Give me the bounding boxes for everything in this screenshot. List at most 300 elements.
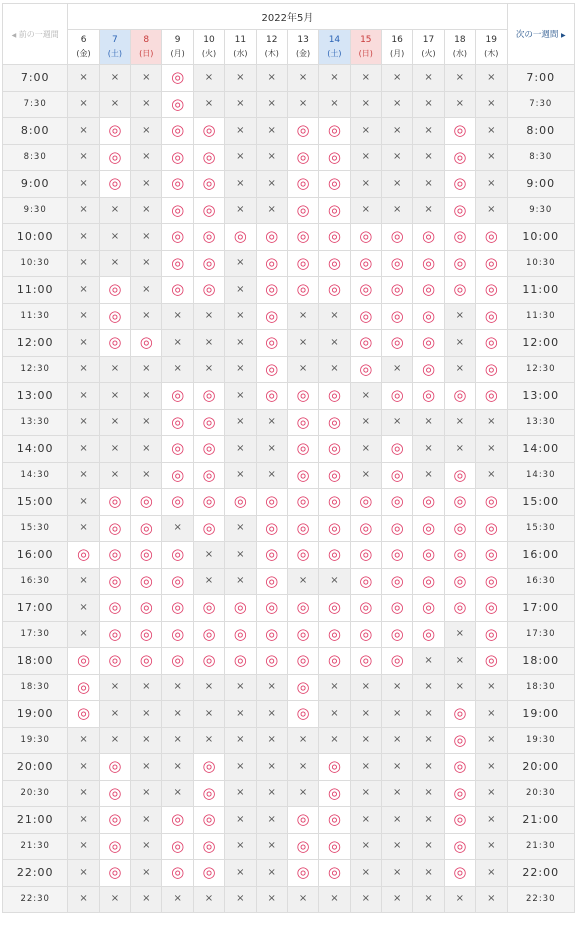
available-slot[interactable]: ◎ xyxy=(381,330,412,357)
available-slot[interactable]: ◎ xyxy=(287,250,318,277)
available-slot[interactable]: ◎ xyxy=(287,595,318,622)
unavailable-slot: × xyxy=(381,356,412,383)
available-slot[interactable]: ◎ xyxy=(287,674,318,701)
available-slot[interactable]: ◎ xyxy=(68,674,99,701)
available-slot[interactable]: ◎ xyxy=(319,833,350,860)
available-slot[interactable]: ◎ xyxy=(350,568,381,595)
available-slot[interactable]: ◎ xyxy=(287,118,318,145)
available-slot[interactable]: ◎ xyxy=(162,409,193,436)
unavailable-slot: × xyxy=(131,674,162,701)
available-slot[interactable]: ◎ xyxy=(350,515,381,542)
available-slot[interactable]: ◎ xyxy=(444,383,475,410)
available-slot[interactable]: ◎ xyxy=(413,515,444,542)
available-slot[interactable]: ◎ xyxy=(68,648,99,675)
available-slot[interactable]: ◎ xyxy=(413,303,444,330)
available-slot[interactable]: ◎ xyxy=(444,754,475,781)
time-label: 14:00 xyxy=(3,436,68,463)
time-label: 21:30 xyxy=(3,833,68,860)
available-slot[interactable]: ◎ xyxy=(319,383,350,410)
available-slot[interactable]: ◎ xyxy=(381,595,412,622)
available-slot[interactable]: ◎ xyxy=(381,277,412,304)
unavailable-slot: × xyxy=(350,754,381,781)
available-slot[interactable]: ◎ xyxy=(193,780,224,807)
available-slot[interactable]: ◎ xyxy=(256,224,287,251)
available-slot[interactable]: ◎ xyxy=(99,780,130,807)
unavailable-slot: × xyxy=(193,356,224,383)
time-label: 20:00 xyxy=(507,754,575,781)
unavailable-slot: × xyxy=(68,886,99,913)
available-slot[interactable]: ◎ xyxy=(68,542,99,569)
unavailable-slot: × xyxy=(413,860,444,887)
available-slot[interactable]: ◎ xyxy=(256,542,287,569)
available-slot[interactable]: ◎ xyxy=(162,144,193,171)
available-slot[interactable]: ◎ xyxy=(162,277,193,304)
available-slot[interactable]: ◎ xyxy=(193,383,224,410)
unavailable-slot: × xyxy=(287,754,318,781)
available-slot[interactable]: ◎ xyxy=(476,303,507,330)
available-slot[interactable]: ◎ xyxy=(444,144,475,171)
unavailable-slot: × xyxy=(68,833,99,860)
available-slot[interactable]: ◎ xyxy=(381,224,412,251)
time-slot-row xyxy=(3,91,575,118)
day-header xyxy=(162,30,193,65)
available-slot[interactable]: ◎ xyxy=(99,171,130,198)
unavailable-slot: × xyxy=(225,754,256,781)
available-slot[interactable]: ◎ xyxy=(99,489,130,516)
available-slot[interactable]: ◎ xyxy=(193,409,224,436)
available-slot[interactable]: ◎ xyxy=(193,224,224,251)
unavailable-slot: × xyxy=(381,860,412,887)
available-slot[interactable]: ◎ xyxy=(162,462,193,489)
available-slot[interactable]: ◎ xyxy=(413,621,444,648)
unavailable-slot: × xyxy=(68,462,99,489)
available-slot[interactable]: ◎ xyxy=(287,144,318,171)
available-slot[interactable]: ◎ xyxy=(413,383,444,410)
time-label: 13:00 xyxy=(507,383,575,410)
time-slot-row xyxy=(3,807,575,834)
available-slot[interactable]: ◎ xyxy=(319,436,350,463)
available-slot[interactable]: ◎ xyxy=(256,330,287,357)
time-label: 12:30 xyxy=(3,356,68,383)
unavailable-slot: × xyxy=(131,807,162,834)
time-label: 19:00 xyxy=(3,701,68,728)
available-slot[interactable]: ◎ xyxy=(413,489,444,516)
available-slot[interactable]: ◎ xyxy=(162,118,193,145)
available-slot[interactable]: ◎ xyxy=(99,754,130,781)
available-slot[interactable]: ◎ xyxy=(444,250,475,277)
available-slot[interactable]: ◎ xyxy=(319,807,350,834)
available-slot[interactable]: ◎ xyxy=(256,277,287,304)
available-slot[interactable]: ◎ xyxy=(444,515,475,542)
available-slot[interactable]: ◎ xyxy=(193,621,224,648)
available-slot[interactable]: ◎ xyxy=(319,224,350,251)
available-slot[interactable]: ◎ xyxy=(319,409,350,436)
available-slot[interactable]: ◎ xyxy=(256,515,287,542)
available-slot[interactable]: ◎ xyxy=(225,621,256,648)
unavailable-slot: × xyxy=(476,807,507,834)
unavailable-slot: × xyxy=(225,144,256,171)
available-slot[interactable]: ◎ xyxy=(350,648,381,675)
available-slot[interactable]: ◎ xyxy=(381,250,412,277)
unavailable-slot: × xyxy=(131,303,162,330)
available-slot[interactable]: ◎ xyxy=(287,648,318,675)
available-slot[interactable]: ◎ xyxy=(131,542,162,569)
available-slot[interactable]: ◎ xyxy=(413,277,444,304)
available-slot[interactable]: ◎ xyxy=(256,250,287,277)
available-slot[interactable]: ◎ xyxy=(476,356,507,383)
available-slot[interactable]: ◎ xyxy=(99,330,130,357)
unavailable-slot: × xyxy=(225,886,256,913)
unavailable-slot: × xyxy=(381,833,412,860)
time-slot-row xyxy=(3,330,575,357)
available-slot[interactable]: ◎ xyxy=(162,91,193,118)
available-slot[interactable]: ◎ xyxy=(162,648,193,675)
available-slot[interactable]: ◎ xyxy=(256,621,287,648)
unavailable-slot: × xyxy=(193,542,224,569)
available-slot[interactable]: ◎ xyxy=(381,489,412,516)
unavailable-slot: × xyxy=(319,674,350,701)
available-slot[interactable]: ◎ xyxy=(193,436,224,463)
available-slot[interactable]: ◎ xyxy=(162,542,193,569)
unavailable-slot: × xyxy=(193,886,224,913)
available-slot[interactable]: ◎ xyxy=(444,118,475,145)
available-slot[interactable]: ◎ xyxy=(99,303,130,330)
available-slot[interactable]: ◎ xyxy=(444,727,475,754)
day-header xyxy=(193,30,224,65)
time-label: 13:00 xyxy=(3,383,68,410)
available-slot[interactable]: ◎ xyxy=(350,595,381,622)
available-slot[interactable]: ◎ xyxy=(162,436,193,463)
available-slot[interactable]: ◎ xyxy=(162,833,193,860)
day-of-week: (木) xyxy=(264,49,279,58)
available-slot[interactable]: ◎ xyxy=(131,515,162,542)
available-slot[interactable]: ◎ xyxy=(256,356,287,383)
available-slot[interactable]: ◎ xyxy=(476,648,507,675)
unavailable-slot: × xyxy=(162,727,193,754)
available-slot[interactable]: ◎ xyxy=(287,436,318,463)
unavailable-slot: × xyxy=(162,701,193,728)
unavailable-slot: × xyxy=(350,860,381,887)
available-slot[interactable]: ◎ xyxy=(444,701,475,728)
unavailable-slot: × xyxy=(319,65,350,92)
available-slot[interactable]: ◎ xyxy=(350,356,381,383)
available-slot[interactable]: ◎ xyxy=(381,436,412,463)
day-of-week: (土) xyxy=(107,49,123,58)
time-label: 20:30 xyxy=(507,780,575,807)
unavailable-slot: × xyxy=(68,144,99,171)
unavailable-slot: × xyxy=(287,91,318,118)
unavailable-slot: × xyxy=(350,807,381,834)
available-slot[interactable]: ◎ xyxy=(193,833,224,860)
available-slot[interactable]: ◎ xyxy=(287,542,318,569)
unavailable-slot: × xyxy=(68,171,99,198)
available-slot[interactable]: ◎ xyxy=(131,489,162,516)
unavailable-slot: × xyxy=(68,807,99,834)
available-slot[interactable]: ◎ xyxy=(381,383,412,410)
available-slot[interactable]: ◎ xyxy=(287,462,318,489)
unavailable-slot: × xyxy=(193,91,224,118)
unavailable-slot: × xyxy=(444,409,475,436)
available-slot[interactable]: ◎ xyxy=(256,595,287,622)
available-slot[interactable]: ◎ xyxy=(287,409,318,436)
time-label: 8:00 xyxy=(3,118,68,145)
unavailable-slot: × xyxy=(381,91,412,118)
unavailable-slot: × xyxy=(413,91,444,118)
available-slot[interactable]: ◎ xyxy=(162,595,193,622)
available-slot[interactable]: ◎ xyxy=(413,356,444,383)
unavailable-slot: × xyxy=(131,118,162,145)
available-slot[interactable]: ◎ xyxy=(319,780,350,807)
available-slot[interactable]: ◎ xyxy=(381,568,412,595)
unavailable-slot: × xyxy=(225,780,256,807)
available-slot[interactable]: ◎ xyxy=(131,595,162,622)
unavailable-slot: × xyxy=(413,462,444,489)
available-slot[interactable]: ◎ xyxy=(413,542,444,569)
available-slot[interactable]: ◎ xyxy=(476,330,507,357)
available-slot[interactable]: ◎ xyxy=(287,383,318,410)
unavailable-slot: × xyxy=(256,65,287,92)
available-slot[interactable]: ◎ xyxy=(381,648,412,675)
available-slot[interactable]: ◎ xyxy=(193,250,224,277)
time-slot-row xyxy=(3,833,575,860)
available-slot[interactable]: ◎ xyxy=(476,595,507,622)
unavailable-slot: × xyxy=(68,330,99,357)
unavailable-slot: × xyxy=(99,727,130,754)
day-header xyxy=(287,30,318,65)
unavailable-slot: × xyxy=(193,674,224,701)
available-slot[interactable]: ◎ xyxy=(476,489,507,516)
unavailable-slot: × xyxy=(476,860,507,887)
available-slot[interactable]: ◎ xyxy=(225,648,256,675)
next-week-link[interactable] xyxy=(507,4,575,65)
unavailable-slot: × xyxy=(131,860,162,887)
available-slot[interactable]: ◎ xyxy=(193,648,224,675)
available-slot[interactable]: ◎ xyxy=(162,807,193,834)
day-date: 15 xyxy=(360,35,372,45)
available-slot[interactable]: ◎ xyxy=(413,224,444,251)
available-slot[interactable]: ◎ xyxy=(287,489,318,516)
available-slot[interactable]: ◎ xyxy=(381,542,412,569)
available-slot[interactable]: ◎ xyxy=(256,648,287,675)
available-slot[interactable]: ◎ xyxy=(287,224,318,251)
time-slot-row xyxy=(3,409,575,436)
available-slot[interactable]: ◎ xyxy=(444,462,475,489)
available-slot[interactable]: ◎ xyxy=(99,568,130,595)
available-slot[interactable]: ◎ xyxy=(162,568,193,595)
available-slot[interactable]: ◎ xyxy=(381,621,412,648)
available-slot[interactable]: ◎ xyxy=(319,621,350,648)
available-slot[interactable]: ◎ xyxy=(225,489,256,516)
available-slot[interactable]: ◎ xyxy=(162,65,193,92)
available-slot[interactable]: ◎ xyxy=(319,171,350,198)
available-slot[interactable]: ◎ xyxy=(287,621,318,648)
available-slot[interactable]: ◎ xyxy=(413,250,444,277)
available-slot[interactable]: ◎ xyxy=(444,780,475,807)
time-label: 11:00 xyxy=(507,277,575,304)
available-slot[interactable]: ◎ xyxy=(444,807,475,834)
unavailable-slot: × xyxy=(131,780,162,807)
available-slot[interactable]: ◎ xyxy=(193,595,224,622)
unavailable-slot: × xyxy=(381,171,412,198)
available-slot[interactable]: ◎ xyxy=(99,833,130,860)
available-slot[interactable]: ◎ xyxy=(193,754,224,781)
available-slot[interactable]: ◎ xyxy=(99,595,130,622)
available-slot[interactable]: ◎ xyxy=(319,277,350,304)
unavailable-slot: × xyxy=(319,330,350,357)
unavailable-slot: × xyxy=(413,144,444,171)
available-slot[interactable]: ◎ xyxy=(193,171,224,198)
available-slot[interactable]: ◎ xyxy=(193,515,224,542)
available-slot[interactable]: ◎ xyxy=(350,542,381,569)
unavailable-slot: × xyxy=(413,674,444,701)
available-slot[interactable]: ◎ xyxy=(99,860,130,887)
available-slot[interactable]: ◎ xyxy=(444,171,475,198)
available-slot[interactable]: ◎ xyxy=(350,489,381,516)
unavailable-slot: × xyxy=(99,436,130,463)
time-label: 19:30 xyxy=(3,727,68,754)
available-slot[interactable]: ◎ xyxy=(287,860,318,887)
unavailable-slot: × xyxy=(162,330,193,357)
available-slot[interactable]: ◎ xyxy=(319,595,350,622)
available-slot[interactable]: ◎ xyxy=(162,383,193,410)
available-slot[interactable]: ◎ xyxy=(444,197,475,224)
unavailable-slot: × xyxy=(225,171,256,198)
time-label: 20:30 xyxy=(3,780,68,807)
available-slot[interactable]: ◎ xyxy=(381,515,412,542)
available-slot[interactable]: ◎ xyxy=(193,144,224,171)
available-slot[interactable]: ◎ xyxy=(68,701,99,728)
time-slot-row xyxy=(3,65,575,92)
available-slot[interactable]: ◎ xyxy=(162,224,193,251)
available-slot[interactable]: ◎ xyxy=(256,383,287,410)
available-slot[interactable]: ◎ xyxy=(350,621,381,648)
available-slot[interactable]: ◎ xyxy=(225,595,256,622)
available-slot[interactable]: ◎ xyxy=(319,118,350,145)
available-slot[interactable]: ◎ xyxy=(350,277,381,304)
available-slot[interactable]: ◎ xyxy=(350,330,381,357)
available-slot[interactable]: ◎ xyxy=(162,489,193,516)
available-slot[interactable]: ◎ xyxy=(162,197,193,224)
available-slot[interactable]: ◎ xyxy=(444,833,475,860)
available-slot[interactable]: ◎ xyxy=(476,621,507,648)
available-slot[interactable]: ◎ xyxy=(99,542,130,569)
available-slot[interactable]: ◎ xyxy=(99,515,130,542)
unavailable-slot: × xyxy=(131,171,162,198)
available-slot[interactable]: ◎ xyxy=(256,568,287,595)
available-slot[interactable]: ◎ xyxy=(287,833,318,860)
time-label: 9:00 xyxy=(507,171,575,198)
available-slot[interactable]: ◎ xyxy=(476,250,507,277)
available-slot[interactable]: ◎ xyxy=(413,595,444,622)
available-slot[interactable]: ◎ xyxy=(99,144,130,171)
available-slot[interactable]: ◎ xyxy=(381,303,412,330)
available-slot[interactable]: ◎ xyxy=(476,515,507,542)
left-triangle-icon: ◀ xyxy=(11,31,17,39)
available-slot[interactable]: ◎ xyxy=(444,595,475,622)
available-slot[interactable]: ◎ xyxy=(319,489,350,516)
available-slot[interactable]: ◎ xyxy=(444,224,475,251)
available-slot[interactable]: ◎ xyxy=(319,542,350,569)
available-slot[interactable]: ◎ xyxy=(287,197,318,224)
available-slot[interactable]: ◎ xyxy=(287,515,318,542)
available-slot[interactable]: ◎ xyxy=(99,277,130,304)
available-slot[interactable]: ◎ xyxy=(193,807,224,834)
unavailable-slot: × xyxy=(68,409,99,436)
available-slot[interactable]: ◎ xyxy=(162,171,193,198)
available-slot[interactable]: ◎ xyxy=(131,330,162,357)
time-label: 17:30 xyxy=(507,621,575,648)
available-slot[interactable]: ◎ xyxy=(319,515,350,542)
available-slot[interactable]: ◎ xyxy=(99,118,130,145)
unavailable-slot: × xyxy=(476,674,507,701)
available-slot[interactable]: ◎ xyxy=(319,144,350,171)
available-slot[interactable]: ◎ xyxy=(162,250,193,277)
available-slot[interactable]: ◎ xyxy=(444,860,475,887)
available-slot[interactable]: ◎ xyxy=(444,489,475,516)
available-slot[interactable]: ◎ xyxy=(319,250,350,277)
available-slot[interactable]: ◎ xyxy=(162,621,193,648)
available-slot[interactable]: ◎ xyxy=(444,277,475,304)
available-slot[interactable]: ◎ xyxy=(256,303,287,330)
available-slot[interactable]: ◎ xyxy=(476,568,507,595)
available-slot[interactable]: ◎ xyxy=(319,860,350,887)
available-slot[interactable]: ◎ xyxy=(193,118,224,145)
available-slot[interactable]: ◎ xyxy=(287,701,318,728)
available-slot[interactable]: ◎ xyxy=(476,383,507,410)
unavailable-slot: × xyxy=(225,356,256,383)
available-slot[interactable]: ◎ xyxy=(413,568,444,595)
available-slot[interactable]: ◎ xyxy=(319,648,350,675)
available-slot[interactable]: ◎ xyxy=(162,860,193,887)
available-slot[interactable]: ◎ xyxy=(193,277,224,304)
available-slot[interactable]: ◎ xyxy=(444,542,475,569)
available-slot[interactable]: ◎ xyxy=(444,568,475,595)
available-slot[interactable]: ◎ xyxy=(350,224,381,251)
available-slot[interactable]: ◎ xyxy=(131,621,162,648)
available-slot[interactable]: ◎ xyxy=(193,489,224,516)
available-slot[interactable]: ◎ xyxy=(99,621,130,648)
available-slot[interactable]: ◎ xyxy=(350,303,381,330)
available-slot[interactable]: ◎ xyxy=(131,648,162,675)
prev-week-link[interactable] xyxy=(3,4,68,65)
available-slot[interactable]: ◎ xyxy=(413,330,444,357)
unavailable-slot: × xyxy=(162,780,193,807)
available-slot[interactable]: ◎ xyxy=(476,542,507,569)
available-slot[interactable]: ◎ xyxy=(319,197,350,224)
available-slot[interactable]: ◎ xyxy=(225,224,256,251)
available-slot[interactable]: ◎ xyxy=(287,277,318,304)
day-date: 6 xyxy=(80,35,87,45)
available-slot[interactable]: ◎ xyxy=(99,648,130,675)
available-slot[interactable]: ◎ xyxy=(287,171,318,198)
available-slot[interactable]: ◎ xyxy=(476,277,507,304)
available-slot[interactable]: ◎ xyxy=(287,807,318,834)
available-slot[interactable]: ◎ xyxy=(381,462,412,489)
unavailable-slot: × xyxy=(131,886,162,913)
available-slot[interactable]: ◎ xyxy=(319,754,350,781)
available-slot[interactable]: ◎ xyxy=(476,224,507,251)
available-slot[interactable]: ◎ xyxy=(99,807,130,834)
available-slot[interactable]: ◎ xyxy=(193,860,224,887)
available-slot[interactable]: ◎ xyxy=(193,462,224,489)
available-slot[interactable]: ◎ xyxy=(256,489,287,516)
available-slot[interactable]: ◎ xyxy=(350,250,381,277)
available-slot[interactable]: ◎ xyxy=(319,462,350,489)
day-header-row xyxy=(3,30,575,65)
available-slot[interactable]: ◎ xyxy=(193,197,224,224)
available-slot[interactable]: ◎ xyxy=(131,568,162,595)
unavailable-slot: × xyxy=(225,250,256,277)
